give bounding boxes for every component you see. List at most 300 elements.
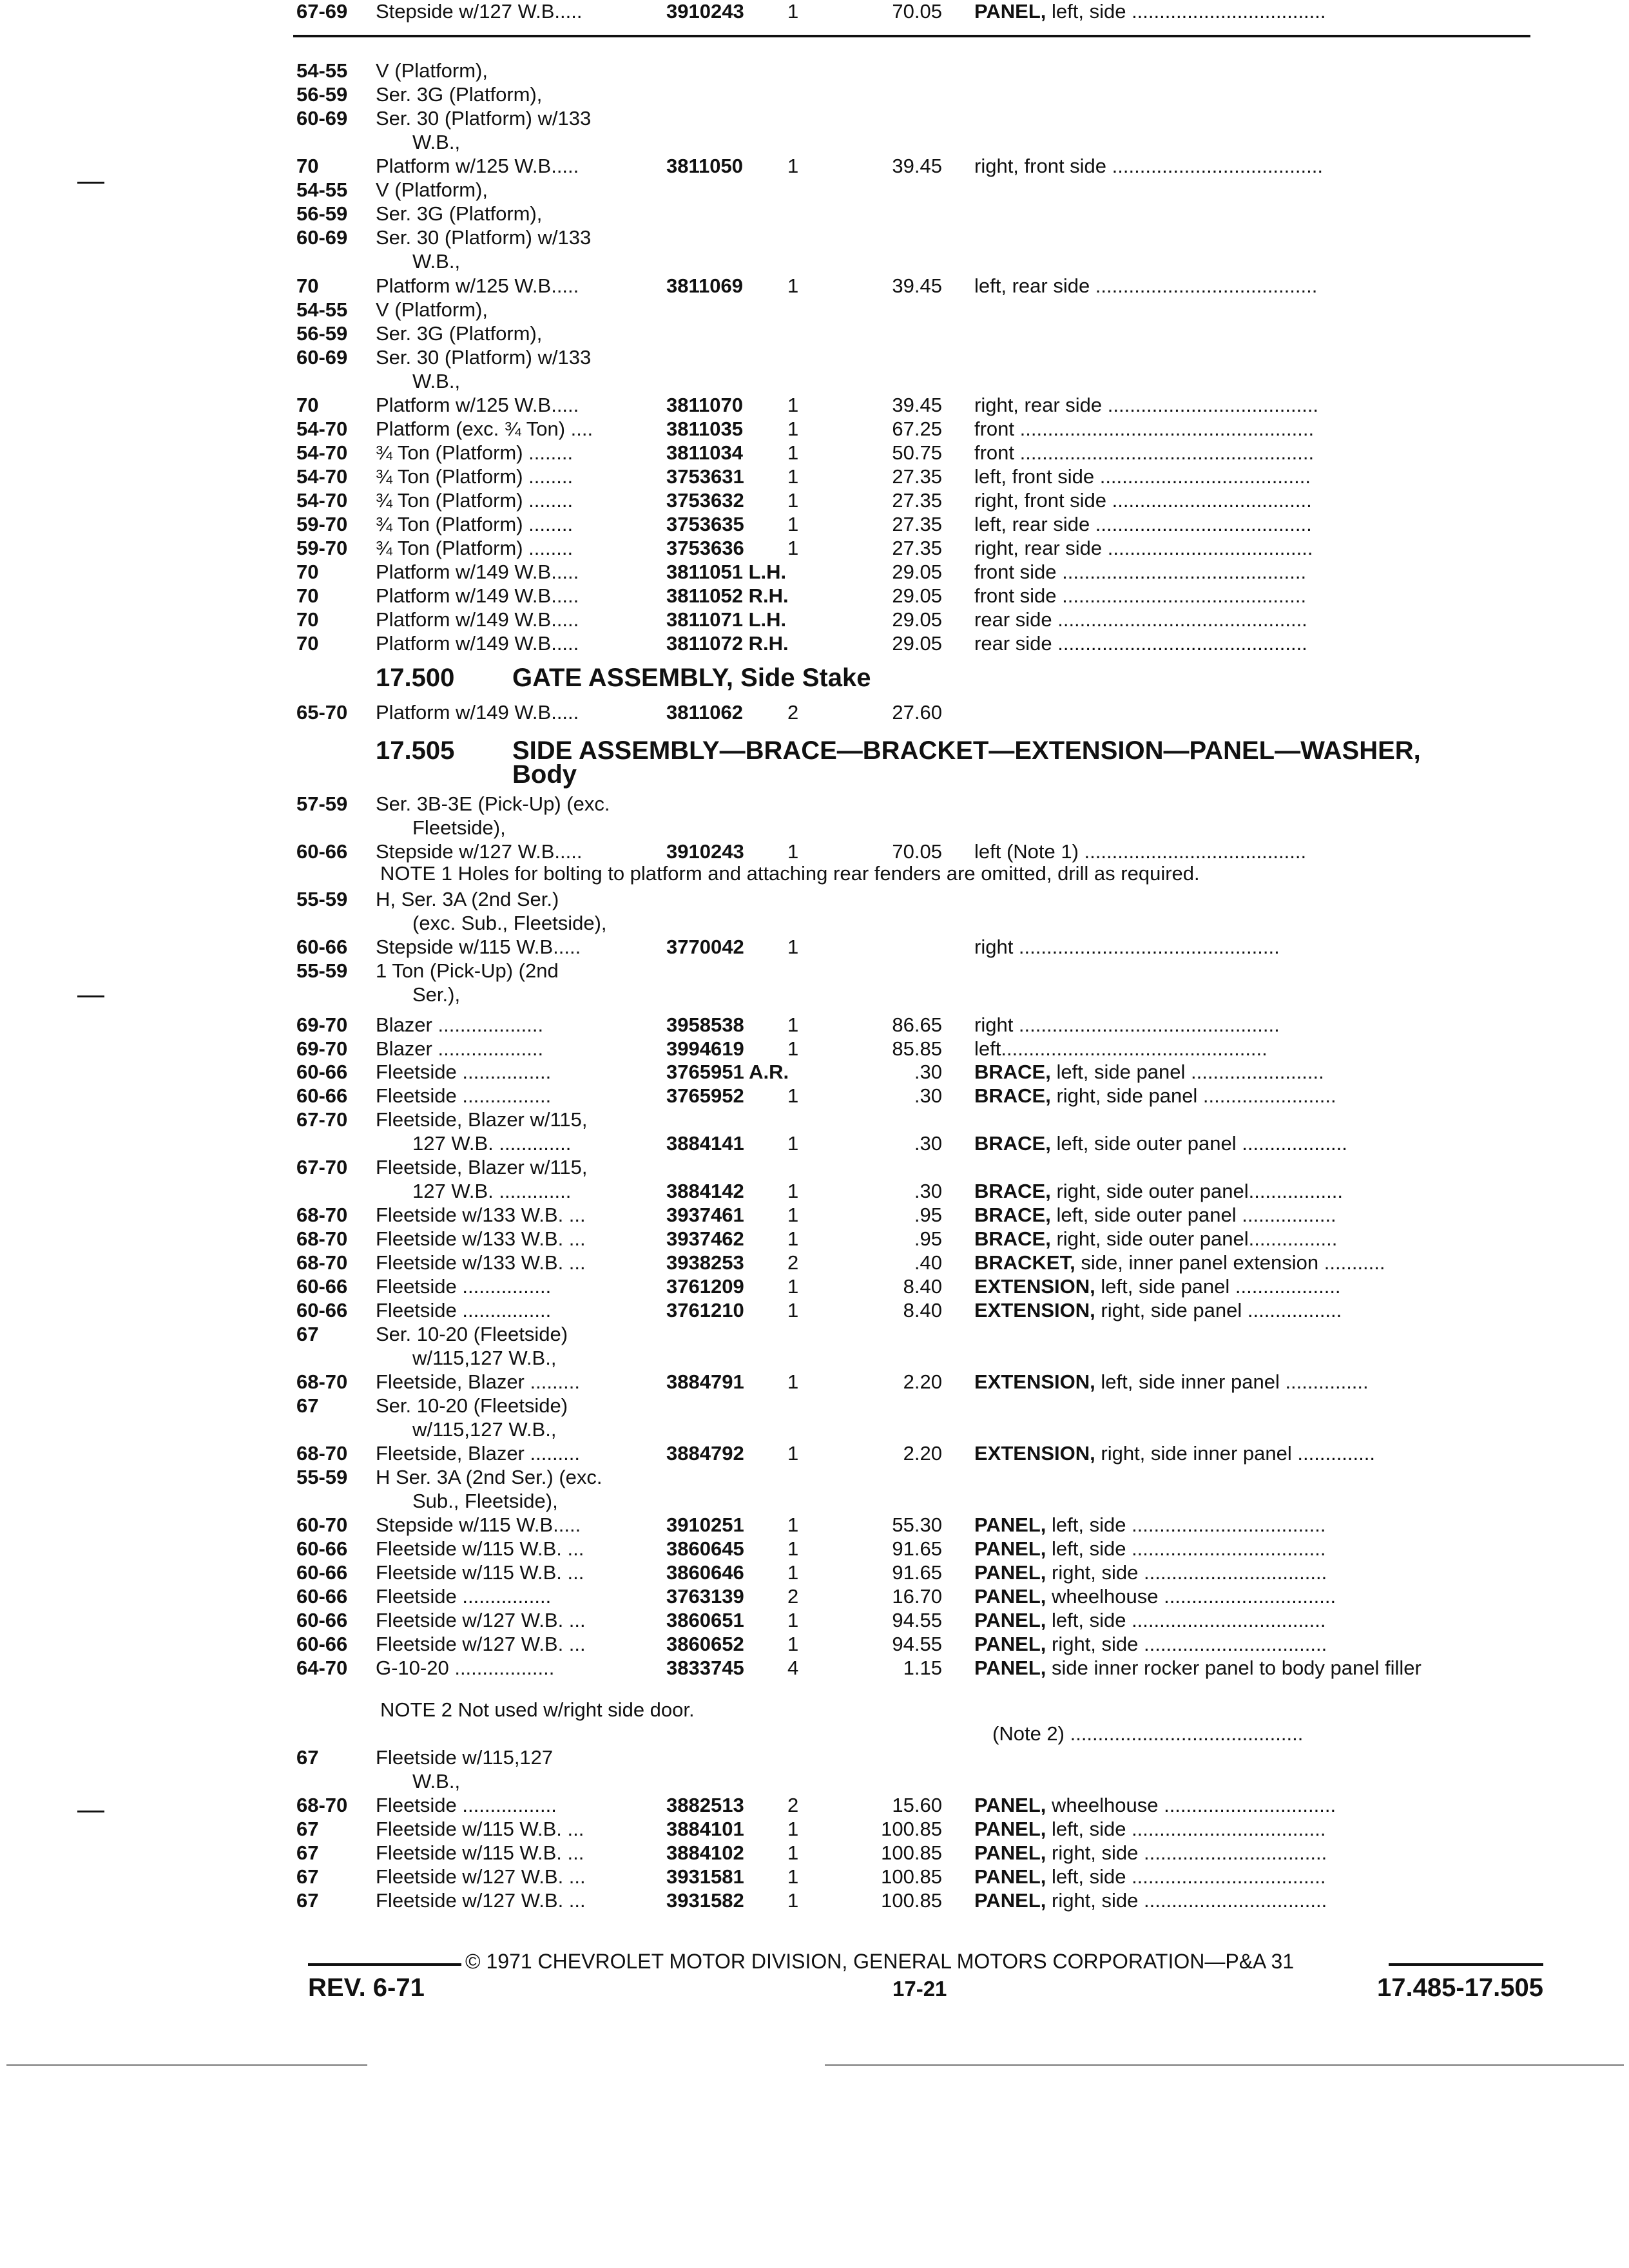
quantity: 1 xyxy=(787,418,799,440)
part-name-detail: side, inner panel extension ........... xyxy=(1075,1251,1385,1274)
part-name-detail: left, rear side ........................................ xyxy=(974,274,1318,297)
list-item xyxy=(0,1490,1629,1513)
model-description: Fleetside ................ xyxy=(376,1299,552,1321)
part-number: 3910243 xyxy=(666,0,744,23)
price: 39.45 xyxy=(892,394,942,416)
part-name-detail: right, side panel ........................ xyxy=(1050,1084,1336,1107)
list-item xyxy=(0,632,1629,655)
list-item xyxy=(0,912,1629,935)
list-item xyxy=(0,59,1629,82)
part-number: 3765952 xyxy=(666,1084,744,1107)
list-item xyxy=(0,1889,1629,1912)
year-range: 60-66 xyxy=(296,1633,348,1655)
list-item xyxy=(0,1841,1629,1865)
year-range: 67 xyxy=(296,1394,319,1417)
price: .40 xyxy=(914,1251,942,1274)
part-number: 3860645 xyxy=(666,1537,744,1560)
part-name-detail: right ............................................... xyxy=(974,936,1280,958)
quantity: 1 xyxy=(787,0,799,23)
part-name-detail: wheelhouse ............................... xyxy=(1046,1585,1336,1608)
part-number: 3882513 xyxy=(666,1794,744,1816)
quantity: 1 xyxy=(787,1370,799,1393)
part-name-detail: left, side ................................... xyxy=(1046,1818,1326,1840)
model-description: Fleetside w/133 W.B. ... xyxy=(376,1251,586,1274)
footer-section-range: 17.485-17.505 xyxy=(1376,1974,1543,2002)
quantity: 1 xyxy=(787,1442,799,1465)
part-name xyxy=(974,155,1323,178)
part-name-detail: left, side outer panel ................. xyxy=(1050,1204,1336,1226)
list-item xyxy=(0,418,1629,441)
year-range: 60-66 xyxy=(296,1061,348,1083)
part-name-detail: left, side ................................... xyxy=(1046,1609,1326,1631)
footer-rule-right xyxy=(1389,1963,1543,1966)
list-item xyxy=(0,1609,1629,1632)
part-name-detail: left, side ................................... xyxy=(1046,1514,1326,1536)
list-item xyxy=(0,793,1629,816)
model-description: Ser. 30 (Platform) w/133 xyxy=(376,226,592,249)
list-item xyxy=(0,1394,1629,1418)
part-name xyxy=(974,1014,1280,1037)
part-name-keyword: BRACE, xyxy=(974,1061,1051,1083)
model-description: Stepside w/115 W.B..... xyxy=(376,1514,581,1536)
model-description: W.B., xyxy=(412,250,461,273)
year-range: 68-70 xyxy=(296,1794,348,1816)
part-name-keyword: PANEL, xyxy=(974,1561,1046,1584)
quantity: 1 xyxy=(787,1889,799,1912)
part-name-keyword: PANEL, xyxy=(974,1794,1046,1816)
model-description: G-10-20 .................. xyxy=(376,1657,555,1679)
price: 100.85 xyxy=(881,1889,942,1912)
model-description: Blazer ................... xyxy=(376,1014,544,1036)
year-range: 68-70 xyxy=(296,1204,348,1226)
list-item xyxy=(0,1746,1629,1769)
part-name xyxy=(974,840,1306,863)
part-number: 3958538 xyxy=(666,1014,744,1036)
list-item xyxy=(0,983,1629,1006)
part-name-detail: right, side panel ................. xyxy=(1095,1299,1342,1321)
part-name xyxy=(974,1204,1336,1227)
list-item xyxy=(0,1657,1629,1680)
part-name-keyword: PANEL, xyxy=(974,1818,1046,1840)
part-name-keyword: PANEL, xyxy=(974,0,1046,23)
list-item xyxy=(0,1370,1629,1394)
list-item xyxy=(0,346,1629,369)
price: .95 xyxy=(914,1204,942,1226)
year-range: 67-69 xyxy=(296,0,348,23)
year-range: 67-70 xyxy=(296,1108,348,1131)
list-item xyxy=(0,1180,1629,1203)
year-range: 56-59 xyxy=(296,83,348,106)
quantity: 1 xyxy=(787,1514,799,1536)
quantity: 4 xyxy=(787,1657,799,1679)
part-name xyxy=(974,1585,1336,1608)
part-number: 3884141 xyxy=(666,1132,744,1155)
model-description: Fleetside w/133 W.B. ... xyxy=(376,1204,586,1226)
model-description: Fleetside w/127 W.B. ... xyxy=(376,1889,586,1912)
quantity: 1 xyxy=(787,513,799,535)
part-name xyxy=(974,1841,1327,1865)
list-item xyxy=(0,1084,1629,1108)
part-name xyxy=(974,394,1318,417)
year-range: 65-70 xyxy=(296,701,348,724)
model-description: (exc. Sub., Fleetside), xyxy=(412,912,607,934)
quantity: 1 xyxy=(787,1227,799,1250)
model-description: w/115,127 W.B., xyxy=(412,1347,557,1369)
list-item xyxy=(0,1770,1629,1793)
part-name-detail: right, side ................................. xyxy=(1046,1841,1327,1864)
quantity: 1 xyxy=(787,1084,799,1107)
list-item xyxy=(0,1299,1629,1322)
year-range: 67 xyxy=(296,1323,319,1345)
year-range: 59-70 xyxy=(296,537,348,559)
price: 27.60 xyxy=(892,701,942,724)
part-number: 3811035 xyxy=(666,418,743,440)
list-item xyxy=(0,840,1629,863)
part-name-keyword: BRACE, xyxy=(974,1132,1051,1155)
price: 27.35 xyxy=(892,489,942,512)
footer-revision: REV. 6-71 xyxy=(308,1974,425,2002)
part-name xyxy=(974,1794,1336,1817)
list-item xyxy=(0,1156,1629,1179)
model-description: Fleetside w/115 W.B. ... xyxy=(376,1841,584,1864)
model-description: Fleetside w/115 W.B. ... xyxy=(376,1537,584,1560)
model-description: Ser. 3B-3E (Pick-Up) (exc. xyxy=(376,793,610,815)
model-description: Fleetside ................ xyxy=(376,1585,552,1608)
footer-copyright: © 1971 CHEVROLET MOTOR DIVISION, GENERAL MOTORS CORPORATION—P&A 31 xyxy=(465,1950,1295,1973)
list-item xyxy=(0,1204,1629,1227)
model-description: Platform w/125 W.B..... xyxy=(376,394,579,416)
year-range: 68-70 xyxy=(296,1442,348,1465)
list-item xyxy=(0,202,1629,226)
list-item xyxy=(0,1514,1629,1537)
model-description: V (Platform), xyxy=(376,298,488,321)
part-number: 3753635 xyxy=(666,513,744,535)
part-number: 3811050 xyxy=(666,155,743,177)
price: 100.85 xyxy=(881,1818,942,1840)
part-number: 3931582 xyxy=(666,1889,744,1912)
part-number: 3753632 xyxy=(666,489,744,512)
part-name xyxy=(974,537,1313,560)
year-range: 70 xyxy=(296,632,319,655)
year-range: 60-66 xyxy=(296,936,348,958)
list-item xyxy=(0,936,1629,959)
list-item xyxy=(0,0,1629,23)
part-number: 3937462 xyxy=(666,1227,744,1250)
price: .30 xyxy=(914,1084,942,1107)
year-range: 60-69 xyxy=(296,346,348,369)
list-item xyxy=(0,584,1629,608)
model-description: Fleetside ................ xyxy=(376,1061,552,1083)
part-name-detail: left, side panel ........................ xyxy=(1050,1061,1324,1083)
year-range: 54-70 xyxy=(296,441,348,464)
year-range: 55-59 xyxy=(296,888,348,910)
quantity: 1 xyxy=(787,537,799,559)
year-range: 54-70 xyxy=(296,489,348,512)
price: .95 xyxy=(914,1227,942,1250)
list-item xyxy=(0,441,1629,465)
part-name-detail: right, side ................................. xyxy=(1046,1561,1327,1584)
model-description: Platform (exc. ¾ Ton) .... xyxy=(376,418,593,440)
part-name xyxy=(974,1633,1327,1656)
part-name-detail: right, front side .................................... xyxy=(974,489,1312,512)
list-item xyxy=(0,1818,1629,1841)
part-number: 3811071 L.H. xyxy=(666,608,787,631)
list-item xyxy=(0,537,1629,560)
part-name-keyword: PANEL, xyxy=(974,1841,1046,1864)
model-description: Fleetside ................ xyxy=(376,1084,552,1107)
price: 91.65 xyxy=(892,1561,942,1584)
model-description: ¾ Ton (Platform) ........ xyxy=(376,489,574,512)
price: 70.05 xyxy=(892,0,942,23)
note-text: NOTE 2 Not used w/right side door. xyxy=(380,1698,695,1721)
part-name xyxy=(974,465,1311,488)
part-name-detail: right, side ................................. xyxy=(1046,1633,1327,1655)
part-number: 3770042 xyxy=(666,936,744,958)
part-name-detail: wheelhouse ............................... xyxy=(1046,1794,1336,1816)
quantity: 1 xyxy=(787,1275,799,1298)
year-range: 70 xyxy=(296,274,319,297)
part-name-detail: right, rear side ..................................... xyxy=(974,537,1313,559)
part-number: 3765951 A.R. xyxy=(666,1061,789,1083)
year-range: 60-70 xyxy=(296,1514,348,1536)
model-description: Platform w/149 W.B..... xyxy=(376,608,579,631)
part-number: 3994619 xyxy=(666,1037,744,1060)
part-name xyxy=(974,489,1312,512)
part-number: 3937461 xyxy=(666,1204,744,1226)
price: 27.35 xyxy=(892,537,942,559)
year-range: 54-55 xyxy=(296,59,348,82)
model-description: Ser. 30 (Platform) w/133 xyxy=(376,346,592,369)
list-item xyxy=(0,274,1629,298)
model-description: H, Ser. 3A (2nd Ser.) xyxy=(376,888,559,910)
year-range: 60-69 xyxy=(296,226,348,249)
list-item xyxy=(0,1537,1629,1561)
part-name-keyword: PANEL, xyxy=(974,1537,1046,1560)
part-name xyxy=(974,1561,1327,1584)
model-description: Stepside w/115 W.B..... xyxy=(376,936,581,958)
part-name-detail: (Note 2) .......................................... xyxy=(992,1722,1304,1745)
price: 86.65 xyxy=(892,1014,942,1036)
list-item xyxy=(0,513,1629,536)
part-number: 3811034 xyxy=(666,441,743,464)
quantity: 1 xyxy=(787,465,799,488)
part-name xyxy=(974,608,1307,631)
model-description: Platform w/125 W.B..... xyxy=(376,155,579,177)
part-name xyxy=(974,1889,1327,1912)
quantity: 1 xyxy=(787,1299,799,1321)
price: 27.35 xyxy=(892,513,942,535)
part-name-detail: right, side ................................. xyxy=(1046,1889,1327,1912)
year-range: 70 xyxy=(296,584,319,607)
model-description: Ser. 10-20 (Fleetside) xyxy=(376,1323,568,1345)
model-description: ¾ Ton (Platform) ........ xyxy=(376,537,574,559)
list-item xyxy=(0,1442,1629,1465)
list-item xyxy=(0,465,1629,488)
price: 2.20 xyxy=(903,1442,942,1465)
list-item xyxy=(0,1061,1629,1084)
model-description: W.B., xyxy=(412,1770,461,1792)
quantity: 1 xyxy=(787,274,799,297)
part-name-detail: front side ............................................ xyxy=(974,584,1307,607)
price: .30 xyxy=(914,1061,942,1083)
part-name-detail: right, rear side ...................................... xyxy=(974,394,1319,416)
quantity: 1 xyxy=(787,1014,799,1036)
quantity: 1 xyxy=(787,1561,799,1584)
list-item xyxy=(0,816,1629,840)
model-description: Platform w/125 W.B..... xyxy=(376,274,579,297)
model-description: Fleetside w/115 W.B. ... xyxy=(376,1561,584,1584)
list-item xyxy=(0,155,1629,178)
part-name xyxy=(974,1227,1337,1251)
part-name-detail: right ............................................... xyxy=(974,1014,1280,1036)
part-number: 3811062 xyxy=(666,701,743,724)
list-item xyxy=(0,959,1629,983)
model-description: V (Platform), xyxy=(376,178,488,201)
model-description: 1 Ton (Pick-Up) (2nd xyxy=(376,959,559,982)
part-number: 3884101 xyxy=(666,1818,744,1840)
model-description: w/115,127 W.B., xyxy=(412,1418,557,1441)
part-number: 3811069 xyxy=(666,274,743,297)
part-number: 3910251 xyxy=(666,1514,744,1536)
price: 91.65 xyxy=(892,1537,942,1560)
year-range: 70 xyxy=(296,561,319,583)
year-range: 56-59 xyxy=(296,322,348,345)
part-name xyxy=(974,1251,1385,1274)
part-number: 3860651 xyxy=(666,1609,744,1631)
list-item xyxy=(0,1108,1629,1131)
list-item xyxy=(0,83,1629,106)
year-range: 59-70 xyxy=(296,513,348,535)
year-range: 67-70 xyxy=(296,1156,348,1178)
quantity: 1 xyxy=(787,489,799,512)
part-number: 3938253 xyxy=(666,1251,744,1274)
year-range: 54-70 xyxy=(296,465,348,488)
list-item xyxy=(0,1561,1629,1584)
part-name xyxy=(974,1370,1369,1394)
model-description: Ser. 3G (Platform), xyxy=(376,202,543,225)
price: 39.45 xyxy=(892,155,942,177)
model-description: Fleetside w/127 W.B. ... xyxy=(376,1633,586,1655)
part-number: 3763139 xyxy=(666,1585,744,1608)
quantity: 1 xyxy=(787,840,799,863)
year-range: 60-66 xyxy=(296,1084,348,1107)
part-name xyxy=(992,1722,1303,1745)
list-item xyxy=(0,1633,1629,1656)
model-description: Ser. 10-20 (Fleetside) xyxy=(376,1394,568,1417)
part-name-keyword: EXTENSION, xyxy=(974,1299,1095,1321)
price: 2.20 xyxy=(903,1370,942,1393)
model-description: Blazer ................... xyxy=(376,1037,544,1060)
part-name xyxy=(974,1609,1326,1632)
part-name-keyword: EXTENSION, xyxy=(974,1370,1095,1393)
part-name-keyword: PANEL, xyxy=(974,1865,1046,1888)
price: 94.55 xyxy=(892,1633,942,1655)
part-name-detail: front ..................................................... xyxy=(974,441,1315,464)
year-range: 68-70 xyxy=(296,1251,348,1274)
model-description: H Ser. 3A (2nd Ser.) (exc. xyxy=(376,1466,602,1488)
model-description: Fleetside, Blazer ......... xyxy=(376,1370,581,1393)
part-number: 3833745 xyxy=(666,1657,744,1679)
price: 85.85 xyxy=(892,1037,942,1060)
price: 16.70 xyxy=(892,1585,942,1608)
model-description: Fleetside ................ xyxy=(376,1275,552,1298)
model-description: Platform w/149 W.B..... xyxy=(376,584,579,607)
part-name xyxy=(974,1037,1268,1061)
year-range: 67 xyxy=(296,1865,319,1888)
list-item xyxy=(0,608,1629,631)
part-name xyxy=(974,513,1312,536)
year-range: 57-59 xyxy=(296,793,348,815)
part-number: 3860652 xyxy=(666,1633,744,1655)
model-description: Fleetside ................. xyxy=(376,1794,557,1816)
part-name-keyword: BRACE, xyxy=(974,1084,1051,1107)
quantity: 2 xyxy=(787,1251,799,1274)
quantity: 1 xyxy=(787,1132,799,1155)
part-name xyxy=(974,1514,1326,1537)
model-description: Fleetside w/127 W.B. ... xyxy=(376,1865,586,1888)
list-item xyxy=(0,298,1629,322)
part-name-keyword: BRACKET, xyxy=(974,1251,1075,1274)
section-number: 17.505 xyxy=(376,736,455,765)
year-range: 67 xyxy=(296,1889,319,1912)
part-number: 3753636 xyxy=(666,537,744,559)
list-item xyxy=(0,561,1629,584)
part-name-detail: left, side inner panel ............... xyxy=(1095,1370,1369,1393)
model-description: Fleetside w/127 W.B. ... xyxy=(376,1609,586,1631)
part-number: 3811052 R.H. xyxy=(666,584,789,607)
list-item xyxy=(0,1227,1629,1251)
year-range: 68-70 xyxy=(296,1227,348,1250)
part-number: 3910243 xyxy=(666,840,744,863)
model-description: Fleetside), xyxy=(412,816,506,839)
part-name-detail: front side ............................................ xyxy=(974,561,1307,583)
part-number: 3811072 R.H. xyxy=(666,632,789,655)
part-number: 3884792 xyxy=(666,1442,744,1465)
list-item xyxy=(0,178,1629,202)
list-item xyxy=(0,1275,1629,1298)
part-name xyxy=(974,274,1317,298)
part-number: 3811051 L.H. xyxy=(666,561,787,583)
year-range: 55-59 xyxy=(296,959,348,982)
model-description: Fleetside w/115,127 xyxy=(376,1746,554,1769)
part-name-detail: left (Note 1) ........................................ xyxy=(974,840,1307,863)
list-item xyxy=(0,370,1629,393)
quantity: 2 xyxy=(787,701,799,724)
part-name-keyword: PANEL, xyxy=(974,1514,1046,1536)
list-item xyxy=(0,131,1629,154)
year-range: 54-70 xyxy=(296,418,348,440)
year-range: 64-70 xyxy=(296,1657,348,1679)
model-description: Stepside w/127 W.B..... xyxy=(376,0,583,23)
part-name-keyword: EXTENSION, xyxy=(974,1442,1095,1465)
list-item xyxy=(0,1722,1629,1745)
part-name xyxy=(974,1084,1336,1108)
year-range: 70 xyxy=(296,155,319,177)
price: 67.25 xyxy=(892,418,942,440)
model-description: ¾ Ton (Platform) ........ xyxy=(376,513,574,535)
year-range: 70 xyxy=(296,608,319,631)
part-name-keyword: BRACE, xyxy=(974,1227,1051,1250)
part-name-keyword: BRACE, xyxy=(974,1204,1051,1226)
part-name xyxy=(974,1657,1422,1680)
price: 29.05 xyxy=(892,584,942,607)
part-name-detail: right, front side ...................................... xyxy=(974,155,1323,177)
note-1 xyxy=(0,862,1629,885)
price: 8.40 xyxy=(903,1275,942,1298)
model-description: Stepside w/127 W.B..... xyxy=(376,840,583,863)
scan-line-right xyxy=(825,2064,1624,2066)
year-range: 60-66 xyxy=(296,1609,348,1631)
